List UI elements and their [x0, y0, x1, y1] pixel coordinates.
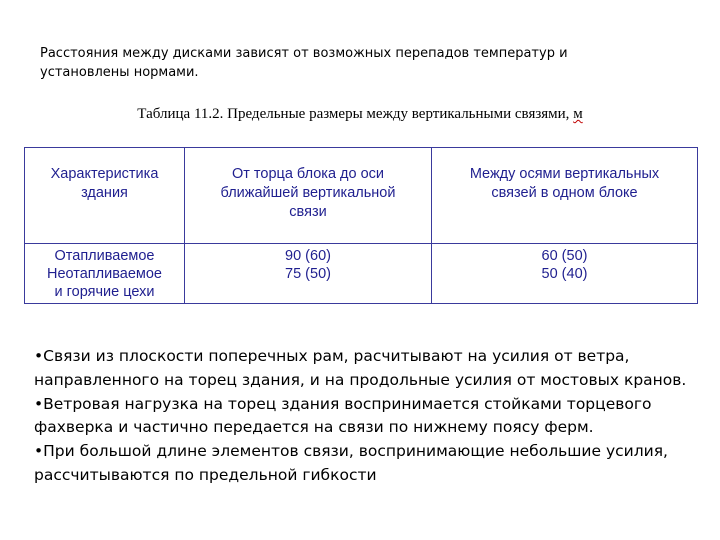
bullet-item: •Ветровая нагрузка на торец здания воспринимается стойками торцевого фахверка и частично передается на связи по нижнему поясу ферм. [34, 394, 652, 437]
limits-table [24, 147, 698, 304]
table-row [25, 244, 698, 304]
cell-building-types: Отапливаемое Неотапливаемое и горячие цехи [25, 244, 185, 304]
intro-line-2: установлены нормами. [40, 65, 199, 80]
bullet-list [34, 345, 694, 488]
header-end-to-axis: От торца блока до оси ближайшей вертикальной связи [185, 148, 432, 244]
intro-paragraph [40, 44, 680, 82]
header-characteristic: Характеристика здания [25, 148, 185, 244]
cell-end-to-axis-values: 90 (60) 75 (50) [185, 244, 432, 304]
intro-line-1: Расстояния между дисками зависят от возможных перепадов температур и [40, 46, 568, 61]
bullet-item: •При большой длине элементов связи, воспринимающие небольшие усилия, рассчитываются по предельной гибкости [34, 442, 668, 484]
table-caption-text: Таблица 11.2. Предельные размеры между вертикальными связями, [137, 106, 574, 122]
header-between-axes: Между осями вертикальных связей в одном блоке [432, 148, 698, 244]
cell-between-axes-values: 60 (50) 50 (40) [432, 244, 698, 304]
table-caption [0, 106, 720, 123]
bullet-item: •Связи из плоскости поперечных рам, расчитывают на усилия от ветра, направленного на торец здания, и на продольные усилия от мостовых кранов. [34, 347, 687, 389]
table-caption-unit: м [573, 106, 583, 122]
table-header-row [25, 148, 698, 244]
